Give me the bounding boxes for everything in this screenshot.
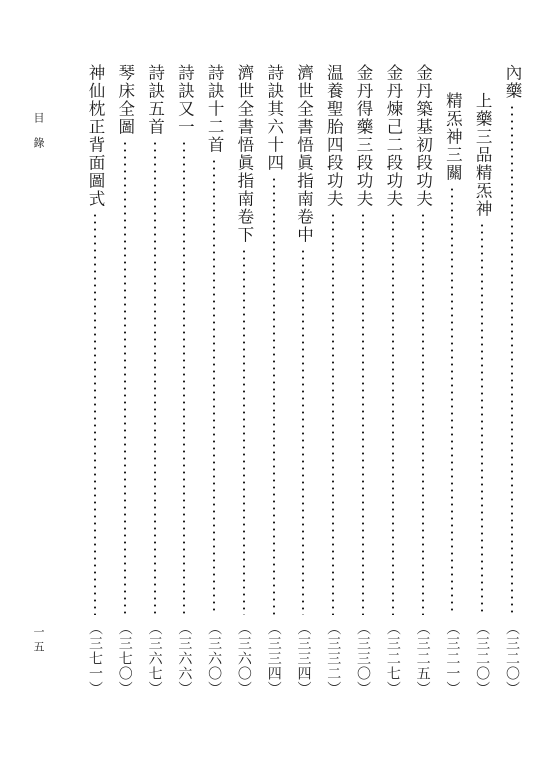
toc-entry[interactable] (114, 64, 136, 696)
table-of-contents (84, 64, 523, 696)
dot-leader (481, 222, 483, 615)
toc-entry[interactable] (263, 64, 285, 696)
toc-entry[interactable] (441, 64, 463, 696)
dot-leader (451, 186, 453, 615)
toc-entry-page: （三二七） (384, 621, 401, 696)
dot-leader (511, 104, 513, 615)
toc-entry-body (382, 64, 404, 696)
toc-entry-body (144, 64, 166, 696)
dot-leader (302, 248, 304, 615)
dot-leader (243, 248, 245, 615)
toc-entry-page: （三二五） (414, 621, 431, 696)
toc-entry-body (84, 64, 106, 696)
toc-entry-title: 內藥 (502, 64, 522, 100)
toc-entry[interactable] (173, 64, 195, 696)
toc-entry-page: （三三四） (295, 621, 312, 696)
toc-entry-title: 詩訣五首 (145, 64, 165, 136)
toc-entry-page: （三二〇） (474, 621, 491, 696)
toc-entry-title: 詩訣十二首 (205, 64, 225, 154)
toc-entry-body (322, 64, 344, 696)
toc-entry-page: （三七一） (87, 621, 103, 696)
toc-entry-title: 詩訣其六十四 (264, 64, 284, 172)
toc-entry-body (501, 64, 523, 696)
toc-entry-title: 上藥三品精炁神 (473, 92, 493, 218)
dot-leader (273, 176, 275, 615)
toc-entry[interactable] (292, 64, 314, 696)
toc-entry[interactable] (501, 64, 523, 696)
toc-entry-page: （三三四） (265, 621, 282, 696)
dot-leader (94, 212, 96, 615)
toc-entry[interactable] (144, 64, 166, 696)
dot-leader (213, 158, 215, 615)
toc-entry[interactable] (322, 64, 344, 696)
toc-entry-title: 詩訣又一 (175, 64, 195, 136)
toc-entry-page: （三三二） (325, 621, 342, 696)
toc-entry-title: 精炁神三關 (443, 92, 463, 182)
toc-entry[interactable] (412, 64, 434, 696)
dot-leader (183, 140, 185, 615)
toc-entry-title: 金丹煉己二段功夫 (383, 64, 403, 208)
toc-entry-page: （三三〇） (355, 621, 372, 696)
toc-entry-page: （三六〇） (235, 621, 252, 696)
toc-entry-body (114, 64, 136, 696)
toc-entry-body (352, 64, 374, 696)
toc-entry-body (233, 64, 255, 696)
toc-entry-page: （三六六） (176, 621, 193, 696)
dot-leader (422, 212, 424, 615)
toc-entry[interactable] (382, 64, 404, 696)
toc-entry-page: （三六〇） (206, 621, 223, 696)
toc-entry-page: （三六七） (146, 621, 163, 696)
toc-entry-body (173, 64, 195, 696)
toc-entry-body (412, 64, 434, 696)
toc-entry-title: 金丹得藥三段功夫 (354, 64, 374, 208)
toc-entry[interactable] (471, 64, 493, 696)
toc-entry-title: 神仙枕正背面圖式 (86, 64, 105, 208)
toc-entry-body (292, 64, 314, 696)
toc-entry-title: 金丹築基初段功夫 (413, 64, 433, 208)
dot-leader (154, 140, 156, 615)
toc-entry[interactable] (203, 64, 225, 696)
toc-entry-body (441, 92, 463, 696)
toc-entry-page: （三七〇） (116, 621, 133, 696)
toc-entry-title: 琴床全圖 (115, 64, 135, 136)
toc-entry-body (263, 64, 285, 696)
toc-entry[interactable] (352, 64, 374, 696)
toc-entry-body (203, 64, 225, 696)
dot-leader (124, 140, 126, 615)
toc-entry-title: 濟世全書悟眞指南卷中 (294, 64, 314, 244)
toc-entry-page: （三二一） (444, 621, 461, 696)
toc-entry-page: （三二〇） (503, 621, 520, 696)
toc-entry-body (471, 92, 493, 696)
page-number: 一五 (32, 626, 45, 656)
dot-leader (392, 212, 394, 615)
toc-entry-title: 温養聖胎四段功夫 (324, 64, 344, 208)
toc-entry-title: 濟世全書悟眞指南卷下 (234, 64, 254, 244)
dot-leader (362, 212, 364, 615)
toc-entry[interactable] (84, 64, 106, 696)
toc-entry[interactable] (233, 64, 255, 696)
running-header: 目錄 (32, 112, 45, 162)
dot-leader (332, 212, 334, 615)
